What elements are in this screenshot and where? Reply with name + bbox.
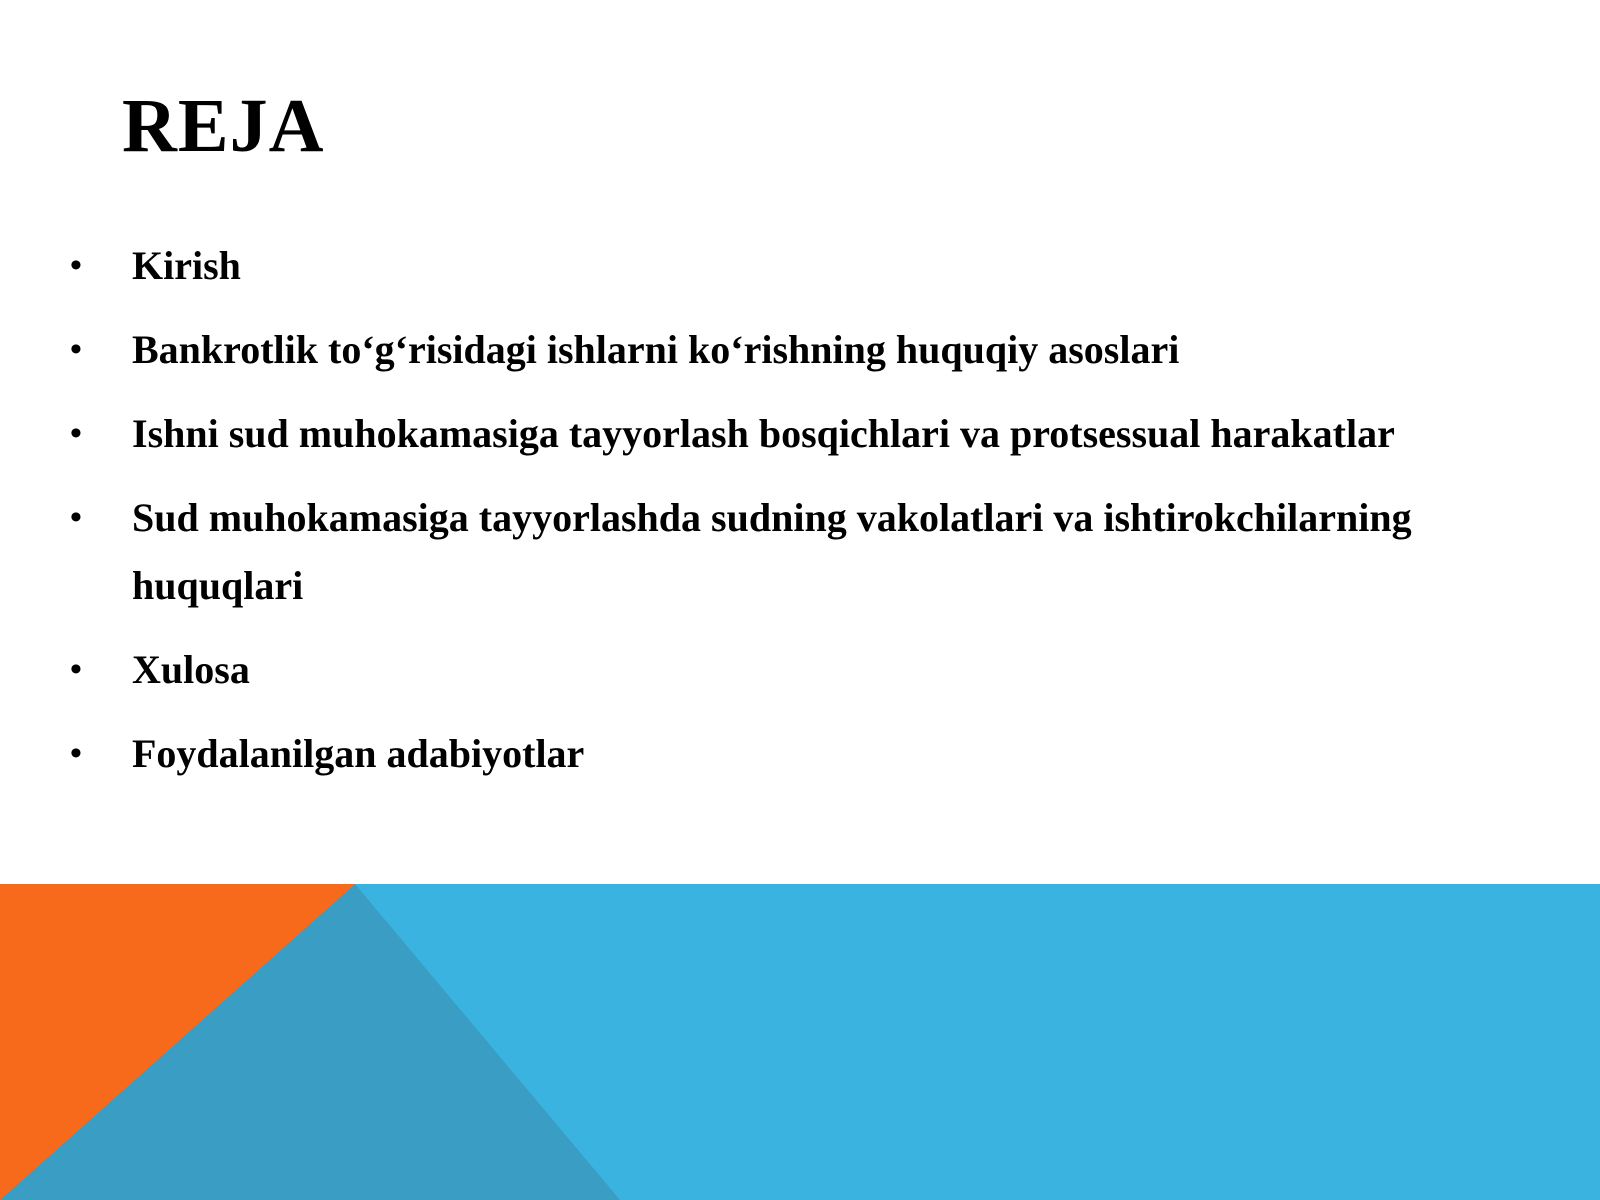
list-item [0,316,1600,384]
slide-title: REJA [122,84,325,168]
list-item-text: Sud muhokamasiga tayyorlashda sudning vakolatlari va ishtirokchilarning huquqlari [132,495,1412,608]
list-item [0,720,1600,788]
list-item [0,484,1600,620]
list-item-text: Kirish [132,243,241,288]
list-item-text: Foydalanilgan adabiyotlar [132,731,585,776]
list-item-text: Bankrotlik to‘g‘risidagi ishlarni ko‘rishning huquqiy asoslari [132,327,1180,372]
bullet-dot-icon: • [70,735,82,772]
bullet-dot-icon: • [70,651,82,688]
bullet-dot-icon: • [70,331,82,368]
bullet-dot-icon: • [70,415,82,452]
bullet-dot-icon: • [70,247,82,284]
agenda-list [0,232,1600,804]
list-item-text: Ishni sud muhokamasiga tayyorlash bosqichlari va protsessual harakatlar [132,411,1395,456]
decorative-footer-band [0,884,1600,1200]
list-item [0,400,1600,468]
list-item-text: Xulosa [132,647,250,692]
bullet-dot-icon: • [70,499,82,536]
list-item [0,636,1600,704]
list-item [0,232,1600,300]
